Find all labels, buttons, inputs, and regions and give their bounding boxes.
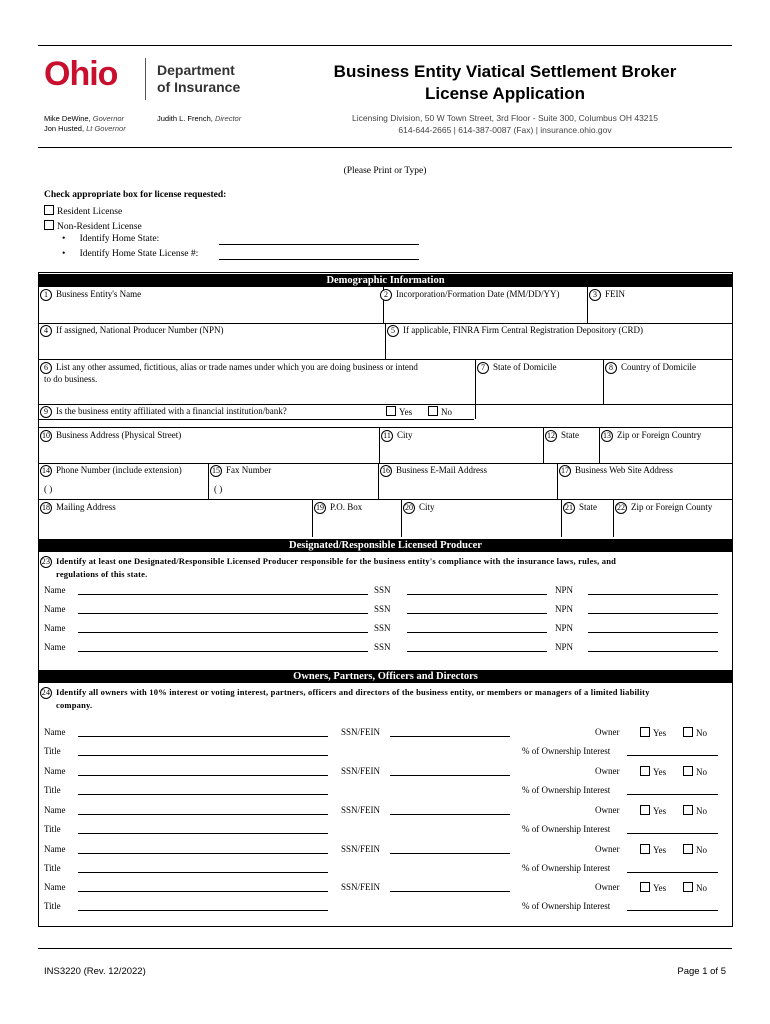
producer-ssn-field[interactable] xyxy=(407,651,547,652)
owner-no-checkbox[interactable] xyxy=(683,844,693,854)
field-9-yes-label: Yes xyxy=(399,407,413,417)
field-9-no-label: No xyxy=(441,407,452,417)
home-state-license-field[interactable] xyxy=(219,259,419,260)
owner-name-field[interactable] xyxy=(78,736,328,737)
owners-instructions: 24 Identify all owners with 10% interest or voting interest, partners, officers and directors of the business entity, or members or managers of a limited liability company. xyxy=(41,687,650,711)
divider xyxy=(557,463,558,499)
owner-yes-option[interactable] xyxy=(640,805,666,817)
owner-label: Owner xyxy=(595,805,620,815)
field-7-label: State of Domicile xyxy=(493,362,557,373)
owner-ssn-fein-label: SSN/FEIN xyxy=(341,805,381,815)
producer-ssn-label: SSN xyxy=(374,604,391,614)
page-number: Page 1 of 5 xyxy=(677,966,726,977)
field-5-label: If applicable, FINRA Firm Central Registration Depository (CRD) xyxy=(403,325,643,336)
owner-name-field[interactable] xyxy=(78,891,328,892)
designated-instr-line2: regulations of this state. xyxy=(56,569,148,580)
ownership-pct-label: % of Ownership Interest xyxy=(522,785,611,795)
owner-name-field[interactable] xyxy=(78,814,328,815)
owner-no-option[interactable] xyxy=(683,766,707,778)
field-6-other-names[interactable]: 6 List any other assumed, fictitious, alias or trade names under which you are doing business or intend xyxy=(40,362,418,374)
field-8-label: Country of Domicile xyxy=(621,362,696,373)
field-19-po-box[interactable]: 19 P.O. Box xyxy=(316,502,363,513)
owner-title-field[interactable] xyxy=(78,794,328,795)
divider xyxy=(603,359,604,404)
ownership-pct-field[interactable] xyxy=(627,794,718,795)
ownership-pct-field[interactable] xyxy=(627,833,718,834)
producer-npn-field[interactable] xyxy=(588,613,718,614)
owner-ssn-fein-field[interactable] xyxy=(390,736,510,737)
print-note: (Please Print or Type) xyxy=(343,166,427,176)
producer-ssn-field[interactable] xyxy=(407,632,547,633)
non-resident-label: Non-Resident License xyxy=(57,222,142,232)
producer-name-label: Name xyxy=(44,604,66,614)
owner-ssn-fein-label: SSN/FEIN xyxy=(341,882,381,892)
owner-yes-label: Yes xyxy=(653,728,667,738)
field-11-label: City xyxy=(397,430,413,441)
owner-yes-checkbox[interactable] xyxy=(640,766,650,776)
resident-label: Resident License xyxy=(57,207,123,217)
field-21-state[interactable]: 21 State xyxy=(565,502,597,513)
producer-name-field[interactable] xyxy=(78,651,368,652)
owner-name-field[interactable] xyxy=(78,775,328,776)
footer-rule xyxy=(38,948,732,949)
owner-name-label: Name xyxy=(44,844,66,854)
owner-ssn-fein-field[interactable] xyxy=(390,814,510,815)
owner-label: Owner xyxy=(595,844,620,854)
license-type-heading: Check appropriate box for license requested: xyxy=(44,190,227,200)
owner-yes-label: Yes xyxy=(653,767,667,777)
owner-name-label: Name xyxy=(44,805,66,815)
producer-name-field[interactable] xyxy=(78,613,368,614)
home-state-license-label: Identify Home State License #: xyxy=(79,249,199,259)
row-rule xyxy=(38,427,733,428)
field-21-label: State xyxy=(579,502,597,513)
resident-checkbox[interactable] xyxy=(44,205,54,215)
divider xyxy=(475,404,476,419)
field-5-crd[interactable]: 5 If applicable, FINRA Firm Central Registration Depository (CRD) xyxy=(387,325,643,337)
field-6-label-a: List any other assumed, fictitious, alias or trade names under which you are doing business or intend xyxy=(56,362,418,373)
owner-title-label: Title xyxy=(44,824,61,834)
owner-title-field[interactable] xyxy=(78,833,328,834)
divider xyxy=(561,499,562,537)
owners-instr-line1: Identify all owners with 10% interest or voting interest, partners, officers and directors of the business entity, or members or managers of a limited liability xyxy=(56,687,650,697)
department-name xyxy=(157,62,240,96)
ownership-pct-label: % of Ownership Interest xyxy=(522,746,611,756)
owner-yes-checkbox[interactable] xyxy=(640,844,650,854)
field-16-label: Business E-Mail Address xyxy=(396,465,487,476)
owner-no-option[interactable] xyxy=(683,882,707,894)
field-19-label: P.O. Box xyxy=(330,502,363,513)
field-9-affiliation: 9 Is the business entity affiliated with a financial institution/bank? xyxy=(40,406,287,418)
divider xyxy=(475,359,476,404)
owner-ssn-fein-field[interactable] xyxy=(390,891,510,892)
field-14-phone[interactable]: 14 Phone Number (include extension) xyxy=(42,465,182,476)
field-9-label: Is the business entity affiliated with a financial institution/bank? xyxy=(56,406,287,417)
owner-yes-label: Yes xyxy=(653,883,667,893)
owner-yes-option[interactable] xyxy=(640,766,666,778)
designated-instructions: 23 Identify at least one Designated/Responsible Licensed Producer responsible for the business entity's compliance with the insurance laws, rules, and regulations of this state. xyxy=(41,556,617,580)
divider xyxy=(401,499,402,537)
owner-label: Owner xyxy=(595,882,620,892)
header-top-rule xyxy=(38,45,732,46)
divider xyxy=(312,499,313,537)
non-resident-license-option[interactable] xyxy=(44,220,142,232)
owner-ssn-fein-field[interactable] xyxy=(390,853,510,854)
demographic-section-header: Demographic Information xyxy=(38,274,733,287)
ownership-pct-label: % of Ownership Interest xyxy=(522,863,611,873)
owner-title-field[interactable] xyxy=(78,755,328,756)
field-17-label: Business Web Site Address xyxy=(575,465,673,476)
divider xyxy=(385,323,386,359)
owner-title-field[interactable] xyxy=(78,910,328,911)
row-rule xyxy=(38,404,733,405)
field-22-label: Zip or Foreign County xyxy=(631,502,713,513)
field-13-zip-country[interactable]: 13 Zip or Foreign Country xyxy=(603,430,702,441)
ownership-pct-field[interactable] xyxy=(627,910,718,911)
owner-no-label: No xyxy=(696,728,707,738)
field-10-business-address[interactable]: 10 Business Address (Physical Street) xyxy=(42,430,182,441)
owner-ssn-fein-field[interactable] xyxy=(390,775,510,776)
producer-ssn-field[interactable] xyxy=(407,613,547,614)
producer-name-field[interactable] xyxy=(78,594,368,595)
lt-governor-name: Jon Husted, xyxy=(44,124,85,133)
field-8-country-domicile[interactable]: 8 Country of Domicile xyxy=(605,362,696,374)
director-name: Judith L. French, xyxy=(157,114,213,123)
owner-no-checkbox[interactable] xyxy=(683,805,693,815)
form-id: INS3220 (Rev. 12/2022) xyxy=(44,966,146,977)
field-3-label: FEIN xyxy=(605,289,625,300)
field-18-label: Mailing Address xyxy=(56,502,116,513)
row-rule xyxy=(38,359,733,360)
designated-section-header: Designated/Responsible Licensed Producer xyxy=(38,539,733,552)
producer-name-label: Name xyxy=(44,585,66,595)
owner-no-label: No xyxy=(696,883,707,893)
divider xyxy=(378,463,379,499)
owner-no-option[interactable] xyxy=(683,844,707,856)
owner-yes-label: Yes xyxy=(653,845,667,855)
field-22-zip-country[interactable]: 22 Zip or Foreign County xyxy=(617,502,713,513)
owner-no-label: No xyxy=(696,767,707,777)
field-15-label: Fax Number xyxy=(226,465,272,476)
divider xyxy=(379,427,380,463)
field-9-yes-option[interactable] xyxy=(386,406,412,418)
field-1-business-name[interactable]: 1 Business Entity's Name xyxy=(40,289,141,301)
field-10-label: Business Address (Physical Street) xyxy=(56,430,182,441)
director-title: Director xyxy=(214,114,242,123)
field-17-website[interactable]: 17 Business Web Site Address xyxy=(561,465,673,476)
field-9-no-checkbox[interactable] xyxy=(428,406,438,416)
owner-no-option[interactable] xyxy=(683,805,707,817)
field-20-city[interactable]: 20 City xyxy=(405,502,435,513)
owner-no-checkbox[interactable] xyxy=(683,882,693,892)
producer-ssn-label: SSN xyxy=(374,585,391,595)
producer-npn-field[interactable] xyxy=(588,651,718,652)
home-state-field[interactable] xyxy=(219,244,419,245)
home-state-license-item: • Identify Home State License #: xyxy=(62,249,199,259)
field-6-label-b: to do business. xyxy=(44,374,98,384)
governor-block xyxy=(44,114,126,134)
producer-npn-field[interactable] xyxy=(588,632,718,633)
field-15-fax[interactable]: 15 Fax Number xyxy=(212,465,272,476)
field-1-label: Business Entity's Name xyxy=(56,289,142,300)
owner-yes-option[interactable] xyxy=(640,844,666,856)
owner-yes-label: Yes xyxy=(653,806,667,816)
field-12-state[interactable]: 12 State xyxy=(547,430,579,441)
producer-ssn-label: SSN xyxy=(374,623,391,633)
field-13-label: Zip or Foreign Country xyxy=(617,430,702,441)
field-2-incorporation-date[interactable]: 2 Incorporation/Formation Date (MM/DD/YY) xyxy=(380,289,559,301)
field-3-fein[interactable]: 3 FEIN xyxy=(589,289,625,301)
producer-name-label: Name xyxy=(44,623,66,633)
field-7-state-domicile[interactable]: 7 State of Domicile xyxy=(477,362,556,374)
owner-yes-option[interactable] xyxy=(640,882,666,894)
producer-ssn-label: SSN xyxy=(374,642,391,652)
governor-title: Governor xyxy=(92,114,125,123)
producer-ssn-field[interactable] xyxy=(407,594,547,595)
divider xyxy=(613,499,614,537)
field-4-label: If assigned, National Producer Number (NPN) xyxy=(56,325,224,336)
owner-yes-option[interactable] xyxy=(640,727,666,739)
form-title-line1: Business Entity Viatical Settlement Broker xyxy=(333,62,677,81)
owner-title-label: Title xyxy=(44,863,61,873)
ohio-logo: Ohio xyxy=(44,55,118,93)
field-18-mailing-address[interactable]: 18 Mailing Address xyxy=(42,502,116,513)
owner-name-field[interactable] xyxy=(78,853,328,854)
producer-npn-label: NPN xyxy=(555,604,574,614)
field-9-no-option[interactable] xyxy=(428,406,452,418)
producer-npn-label: NPN xyxy=(555,642,574,652)
owner-no-label: No xyxy=(696,845,707,855)
owner-title-label: Title xyxy=(44,785,61,795)
owner-yes-checkbox[interactable] xyxy=(640,882,650,892)
owner-yes-checkbox[interactable] xyxy=(640,727,650,737)
resident-license-option[interactable] xyxy=(44,205,122,217)
lt-governor-title: Lt Governor xyxy=(86,124,126,133)
field-20-label: City xyxy=(419,502,435,513)
owner-no-checkbox[interactable] xyxy=(683,727,693,737)
owner-title-label: Title xyxy=(44,901,61,911)
dept-line2: of Insurance xyxy=(157,79,241,95)
producer-name-label: Name xyxy=(44,642,66,652)
owner-name-label: Name xyxy=(44,766,66,776)
divider xyxy=(208,463,209,499)
producer-name-field[interactable] xyxy=(78,632,368,633)
owner-name-label: Name xyxy=(44,882,66,892)
designated-instr-line1: Identify at least one Designated/Responsible Licensed Producer responsible for the business entity's compliance with the insurance laws, rules, and xyxy=(56,556,617,566)
producer-npn-label: NPN xyxy=(555,623,574,633)
field-14-paren: ( ) xyxy=(44,484,53,494)
row-rule xyxy=(38,499,733,500)
field-14-label: Phone Number (include extension) xyxy=(56,465,182,476)
logo-divider xyxy=(145,58,146,100)
governor-name: Mike DeWine, xyxy=(44,114,91,123)
header-bottom-rule xyxy=(38,147,732,148)
field-12-label: State xyxy=(561,430,579,441)
owner-ssn-fein-label: SSN/FEIN xyxy=(341,844,381,854)
divider xyxy=(599,427,600,463)
home-state-item: • Identify Home State: xyxy=(62,234,160,244)
director-block xyxy=(157,114,241,124)
divider xyxy=(587,287,588,323)
home-state-label: Identify Home State: xyxy=(79,234,160,244)
address-line2: 614-644-2665 | 614-387-0087 (Fax) | insurance.ohio.gov xyxy=(398,125,612,135)
owner-name-label: Name xyxy=(44,727,66,737)
row-rule xyxy=(38,419,474,420)
field-16-email[interactable]: 16 Business E-Mail Address xyxy=(382,465,487,476)
agency-address xyxy=(290,112,720,136)
owners-instr-line2: company. xyxy=(56,700,93,711)
owner-ssn-fein-label: SSN/FEIN xyxy=(341,766,381,776)
owner-no-option[interactable] xyxy=(683,727,707,739)
field-11-city[interactable]: 11 City xyxy=(381,430,413,442)
dept-line1: Department xyxy=(157,62,235,78)
owner-ssn-fein-label: SSN/FEIN xyxy=(341,727,381,737)
ownership-pct-label: % of Ownership Interest xyxy=(522,824,611,834)
owner-title-field[interactable] xyxy=(78,872,328,873)
field-15-paren: ( ) xyxy=(214,484,223,494)
producer-npn-field[interactable] xyxy=(588,594,718,595)
owners-section-header: Owners, Partners, Officers and Directors xyxy=(38,670,733,683)
owner-label: Owner xyxy=(595,766,620,776)
ownership-pct-field[interactable] xyxy=(627,755,718,756)
ownership-pct-field[interactable] xyxy=(627,872,718,873)
non-resident-checkbox[interactable] xyxy=(44,220,54,230)
field-9-yes-checkbox[interactable] xyxy=(386,406,396,416)
field-4-npn[interactable]: 4 If assigned, National Producer Number (NPN) xyxy=(40,325,223,337)
address-line1: Licensing Division, 50 W Town Street, 3rd Floor - Suite 300, Columbus OH 43215 xyxy=(352,113,658,123)
form-title-line2: License Application xyxy=(425,84,585,103)
form-title xyxy=(290,61,720,105)
ownership-pct-label: % of Ownership Interest xyxy=(522,901,611,911)
owner-label: Owner xyxy=(595,727,620,737)
owner-title-label: Title xyxy=(44,746,61,756)
field-2-label: Incorporation/Formation Date (MM/DD/YY) xyxy=(396,289,560,300)
producer-npn-label: NPN xyxy=(555,585,574,595)
owner-yes-checkbox[interactable] xyxy=(640,805,650,815)
divider xyxy=(543,427,544,463)
row-rule xyxy=(38,463,733,464)
owner-no-checkbox[interactable] xyxy=(683,766,693,776)
owner-no-label: No xyxy=(696,806,707,816)
